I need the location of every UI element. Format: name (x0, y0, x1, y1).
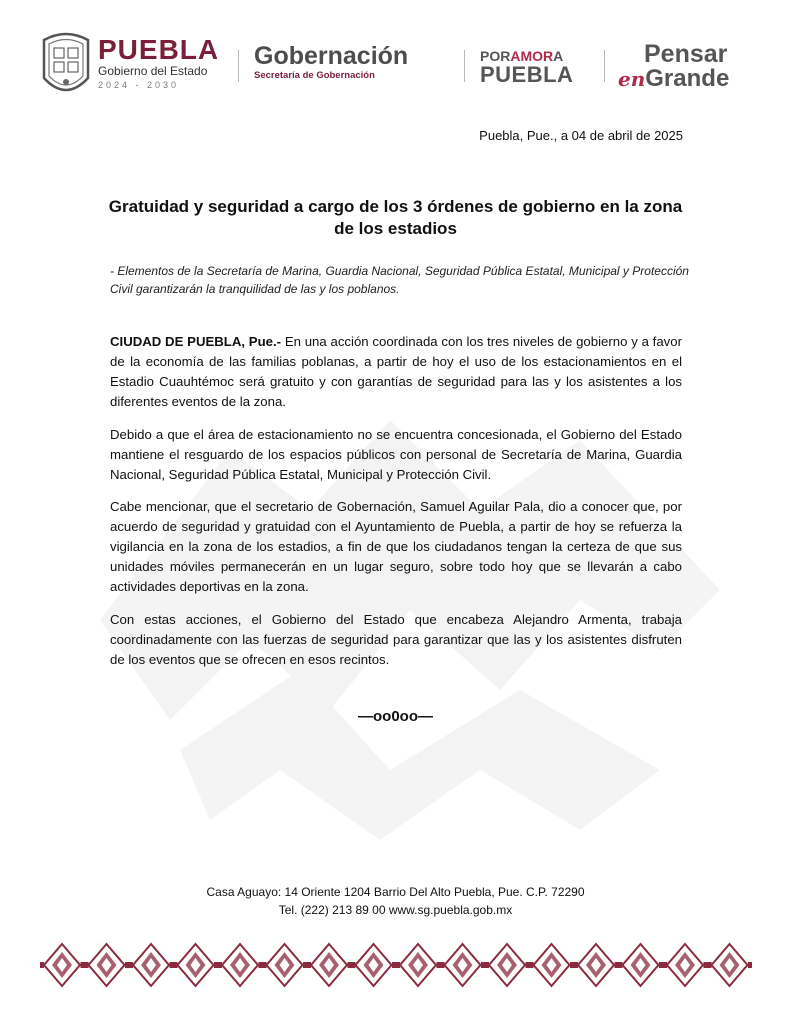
puebla-logo (98, 36, 258, 92)
paragraph-3: Cabe mencionar, que el secretario de Gobernación, Samuel Aguilar Pala, dio a conocer que, por acuerdo de seguridad y gratuidad con el Ayuntamiento de Puebla, a partir de hoy se refuerza la vigilancia en la zona de los estadios, a fin de que los ciudadanos tengan la certeza de que sus unidades móviles permanecerán en un lugar seguro, sobre todo hoy que se llevarán a cabo actividades deportivas en la zona. (110, 499, 682, 594)
pensar-en-grande-logo (618, 42, 768, 92)
paragraph-2: Debido a que el área de estacionamiento no se encuentra concesionada, el Gobierno del Estado mantiene el resguardo de los espacios públicos con personal de Secretaría de Marina, Guardia Nacional, Seguridad Pública Estatal, Municipal y Protección Civil. (110, 427, 682, 482)
footer-address: Casa Aguayo: 14 Oriente 1204 Barrio Del Alto Puebla, Pue. C.P. 72290 (206, 885, 585, 899)
coat-of-arms-icon (40, 30, 92, 102)
paragraph-4: Con estas acciones, el Gobierno del Estado que encabeza Alejandro Armenta, trabaja coordinadamente con las fuerzas de seguridad para garantizar que las y los asistentes disfruten de los eventos que se ofrecen en esos recintos. (110, 612, 682, 667)
header-divider (464, 50, 465, 82)
paragraph-1-lead: CIUDAD DE PUEBLA, Pue.- (110, 334, 282, 349)
puebla-logo-subtitle: Gobierno del Estado (98, 64, 208, 78)
document-title: Gratuidad y seguridad a cargo de los 3 órdenes de gobierno en la zona de los estadios (108, 197, 683, 238)
por-amor-puebla: PUEBLA (480, 62, 574, 87)
puebla-logo-title: PUEBLA (98, 34, 220, 65)
document-subtitle: - Elementos de la Secretaría de Marina, Guardia Nacional, Seguridad Pública Estatal, Municipal y Protección Civil garantizarán la tranquilidad de las y los poblanos. (110, 264, 689, 296)
paragraph-1 (110, 332, 682, 412)
footer-contact: Tel. (222) 213 89 00 www.sg.puebla.gob.mx (278, 903, 513, 917)
pensar-en: en (618, 67, 646, 91)
por-amor-a: A (553, 48, 564, 64)
letterhead (40, 28, 760, 108)
pensar-line1: Pensar (644, 40, 728, 68)
paragraph-1-text: En una acción coordinada con los tres niveles de gobierno y a favor de la economía de las familias poblanas, a partir de hoy el uso de los estacionamientos en el Estadio Cuauhtémoc será gratuito y con garantías de seguridad para las y los asistentes a los diferentes eventos de la zona. (110, 334, 682, 409)
por-amor-a-puebla-logo (480, 48, 600, 86)
pensar-grande: Grande (645, 65, 730, 92)
header-divider (604, 50, 605, 82)
por-amor-por: POR (480, 48, 511, 64)
header-divider (238, 50, 239, 82)
closing-mark: —oo0oo— (358, 708, 433, 725)
gobernacion-logo-title: Gobernación (254, 42, 409, 70)
gobernacion-logo (254, 42, 454, 82)
puebla-logo-years: 2024 - 2030 (98, 80, 180, 90)
gobernacion-logo-subtitle: Secretaría de Gobernación (254, 70, 375, 81)
talavera-pattern-border (40, 942, 752, 988)
document-date: Puebla, Pue., a 04 de abril de 2025 (479, 128, 683, 143)
por-amor-amor: AMOR (510, 48, 554, 64)
footer (0, 883, 791, 919)
